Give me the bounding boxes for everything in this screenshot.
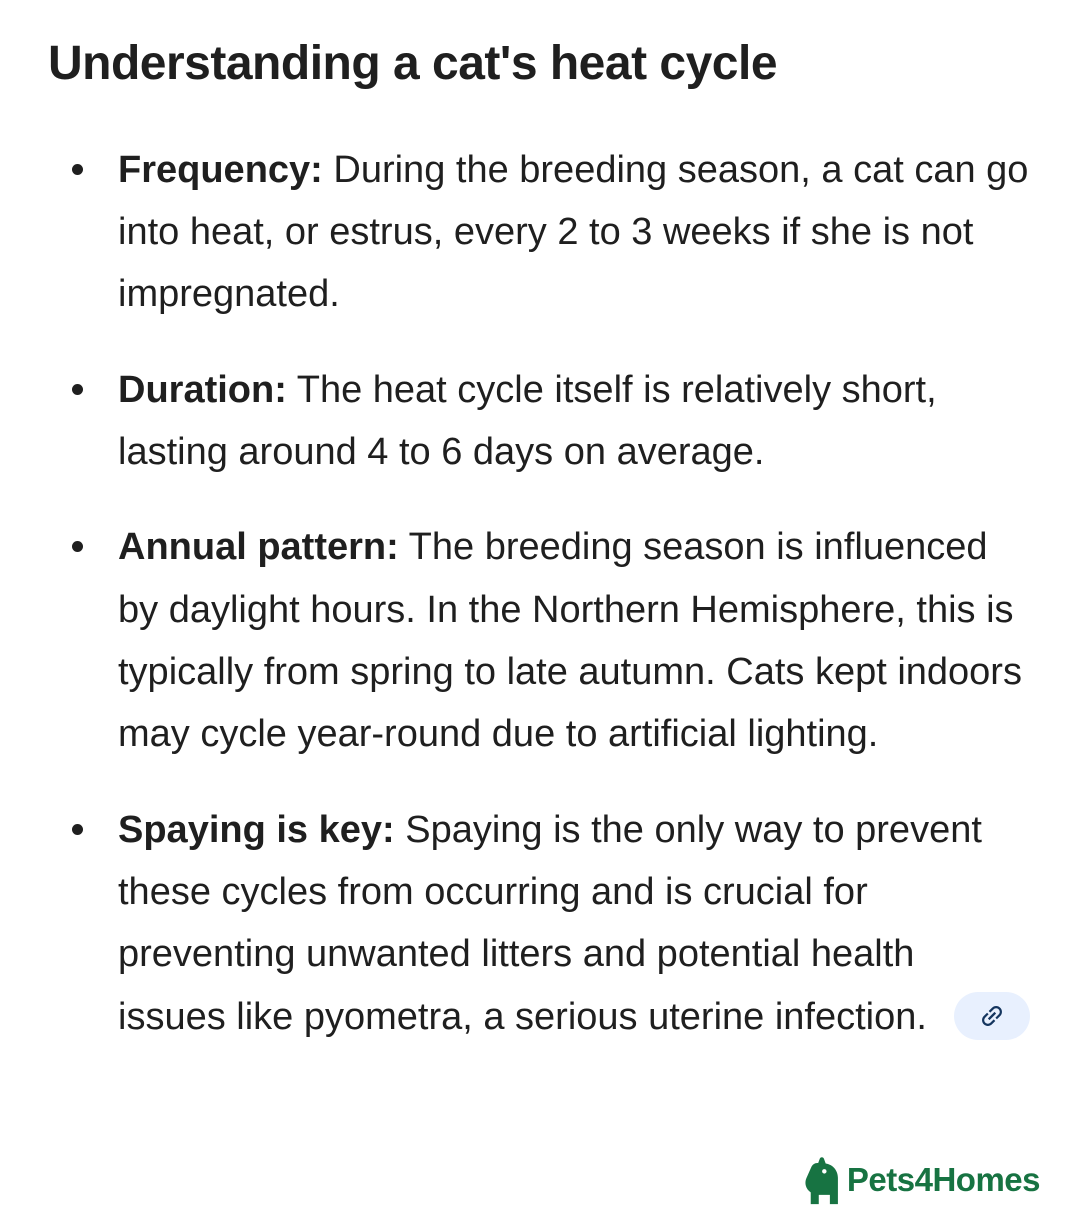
list-item-duration [48,359,1030,484]
list-item-frequency [48,139,1030,326]
bullet-list [48,139,1030,1048]
bullet-text: The breeding season is influenced by daylight hours. In the Northern Hemisphere, this is typically from spring to late autumn. Cats kept indoors may cycle year-round due to artificial lighting. [118,526,1022,756]
bullet-text: The heat cycle itself is relatively short, lasting around 4 to 6 days on average. [118,368,937,474]
bullet-text: Spaying is the only way to prevent these cycles from occurring and is crucial for preventing unwanted litters and potential health issues like pyometra, a serious uterine infection. [118,808,982,1038]
bullet-text: During the breeding season, a cat can go into heat, or estrus, every 2 to 3 weeks if she is not impregnated. [118,148,1029,316]
bullet-marker [72,164,83,175]
bullet-marker [72,541,83,552]
bullet-lead: Spaying is key: [118,808,395,851]
bullet-lead: Frequency: [118,148,323,191]
logo-text: Pets4Homes [846,1161,1040,1198]
bullet-lead: Annual pattern: [118,526,399,569]
pets4homes-logo [799,1155,1040,1205]
source-link-chip[interactable] [954,992,1030,1040]
list-item-spaying [48,799,1030,1048]
list-item-annual-pattern [48,516,1030,765]
page-title: Understanding a cat's heat cycle [48,37,778,90]
link-icon [978,1002,1006,1030]
bullet-marker [72,384,83,395]
bullet-marker [72,824,83,835]
dog-icon [799,1155,841,1205]
bullet-lead: Duration: [118,368,287,411]
